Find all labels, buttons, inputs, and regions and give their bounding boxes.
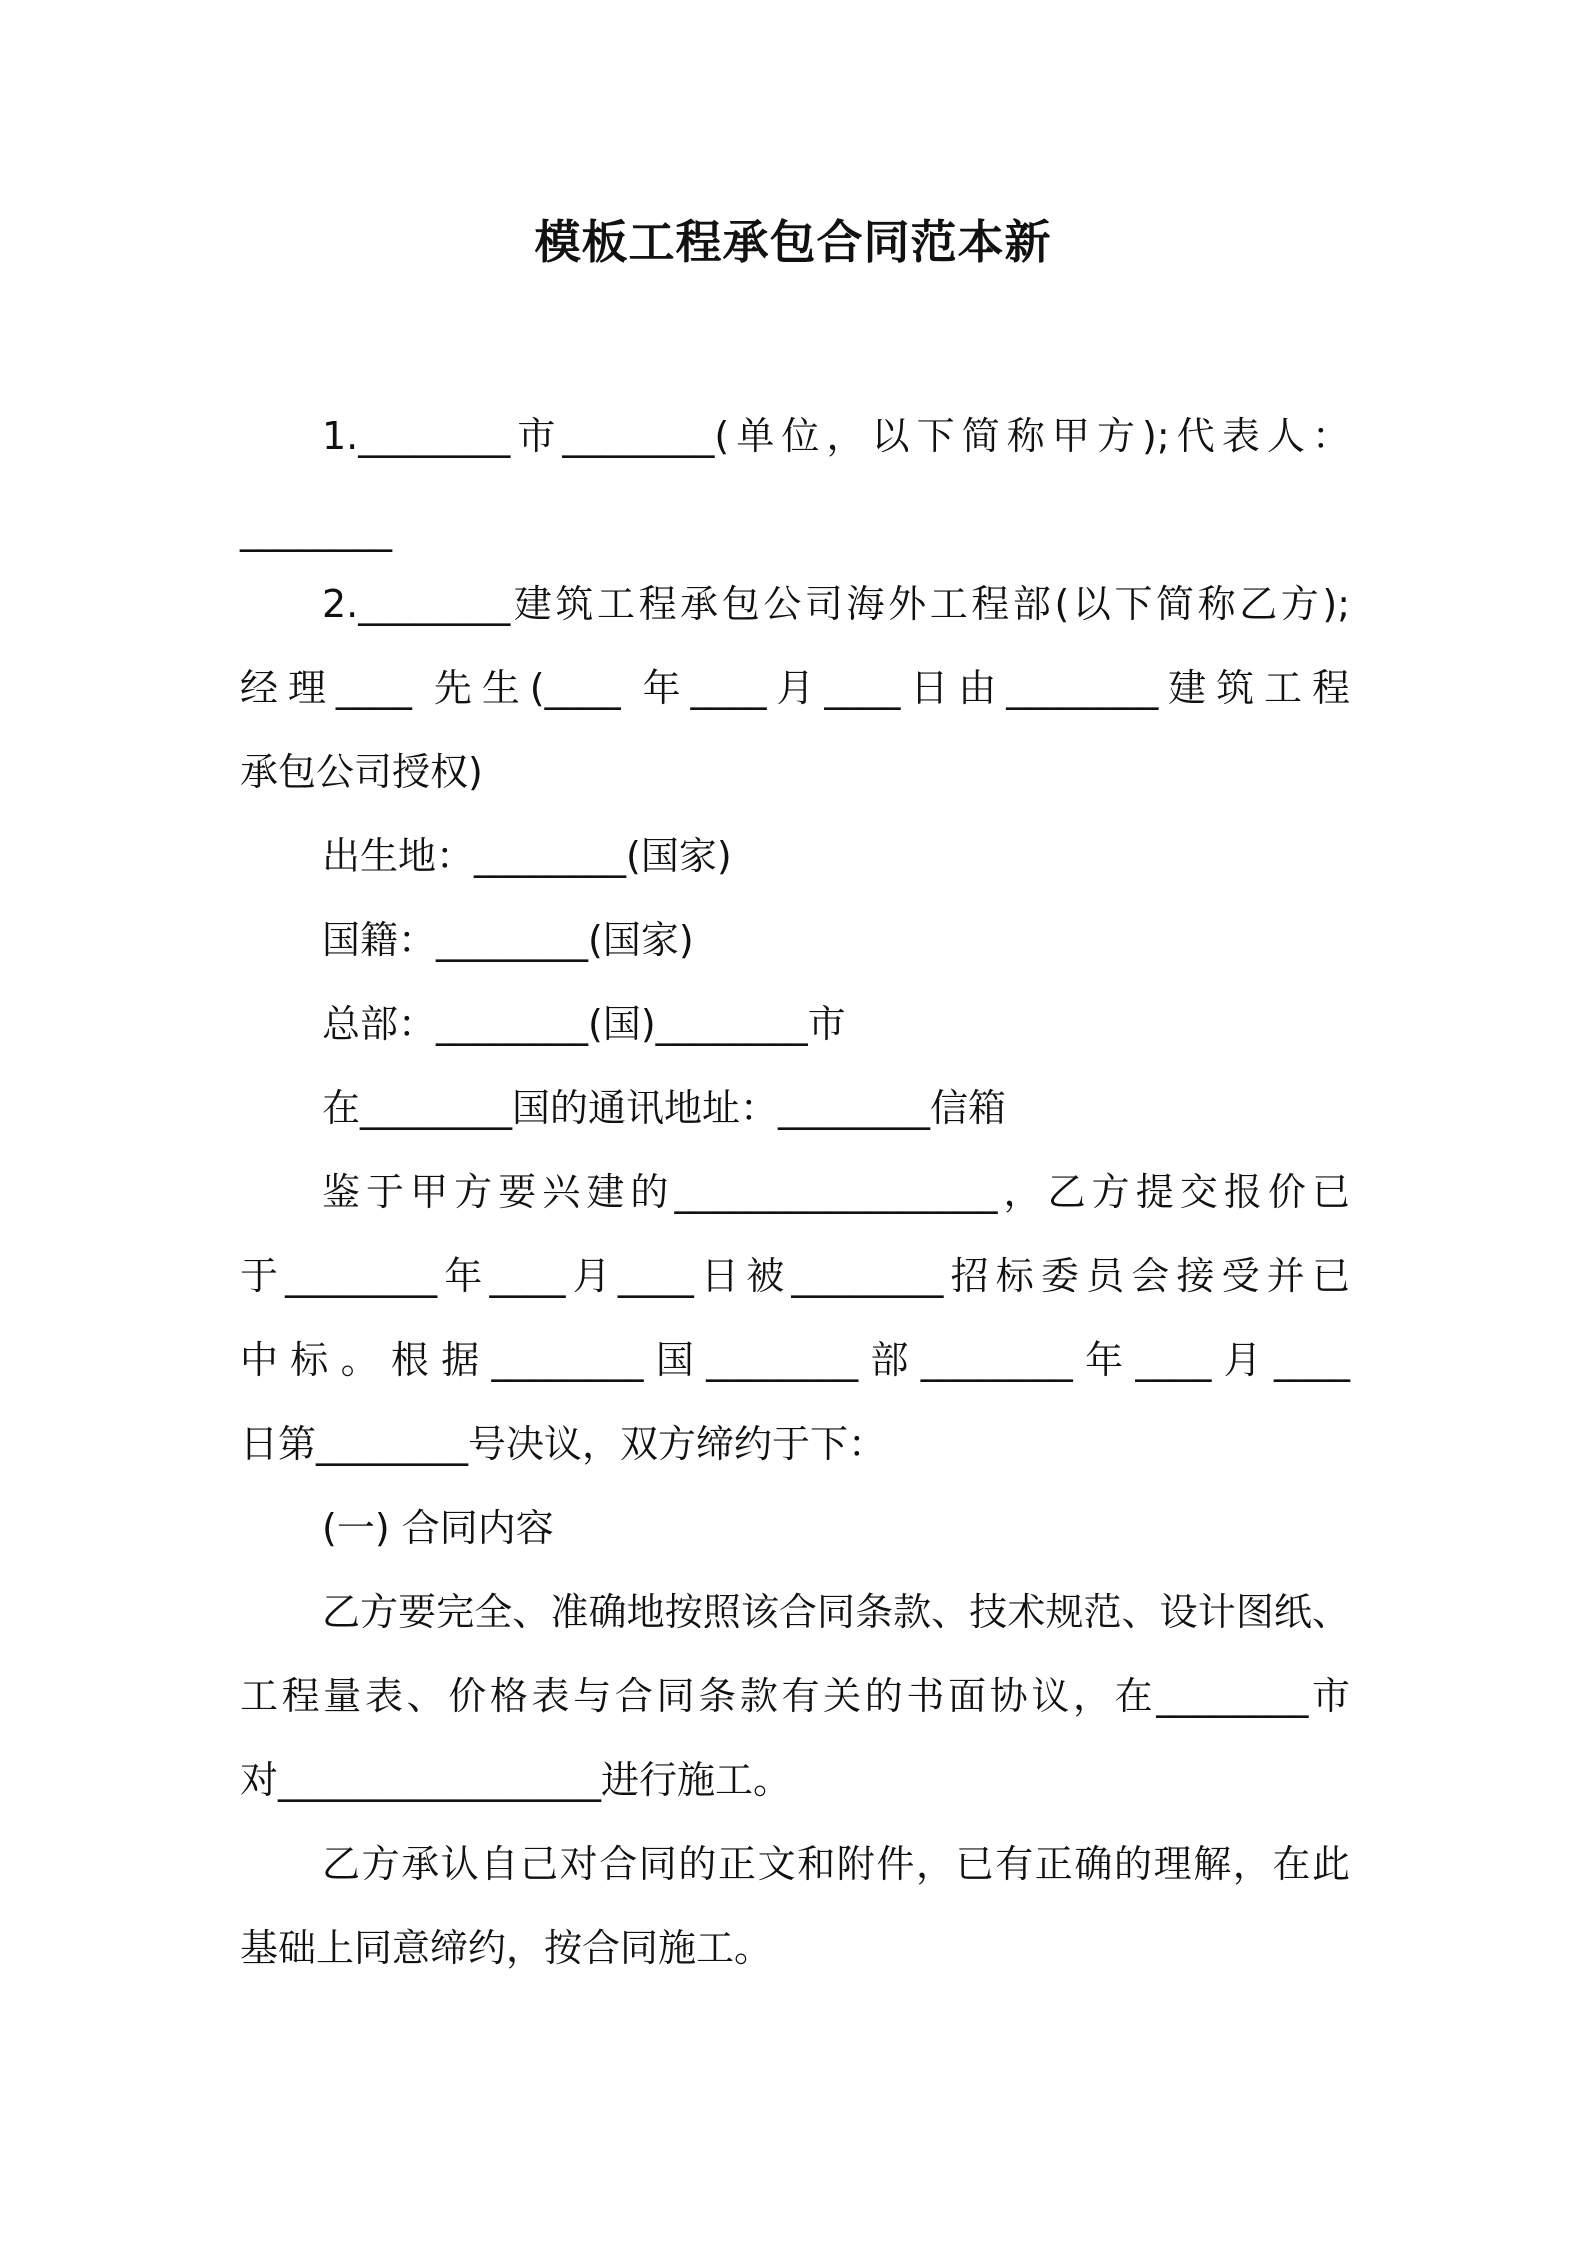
whereas-paragraph-line: 鉴于甲方要兴建的_________________，乙方提交报价已 (322, 1170, 1350, 1214)
whereas-paragraph-line: 中标。根据________国________部________年____月____ (240, 1338, 1350, 1382)
section-heading-contract-content: (一) 合同内容 (322, 1506, 554, 1550)
mailing-address-line: 在________国的通讯地址：________信箱 (322, 1086, 1007, 1130)
manager-line: 经理____ 先生(____ 年____月____日由________建筑工程 (240, 666, 1350, 710)
contract-content-paragraph-line: 对_________________进行施工。 (240, 1758, 792, 1802)
whereas-paragraph-line: 日第________号决议，双方缔约于下： (240, 1422, 887, 1466)
party-a-line: 1.________市________(单位，以下简称甲方);代表人： (322, 414, 1350, 458)
acknowledgement-paragraph-line: 乙方承认自己对合同的正文和附件，已有正确的理解，在此 (322, 1842, 1350, 1886)
whereas-paragraph-line: 于________年____月____日被________招标委员会接受并已 (240, 1254, 1350, 1298)
party-a-representative-blank: ________ (240, 508, 392, 552)
party-b-line: 2.________建筑工程承包公司海外工程部(以下简称乙方); (322, 582, 1350, 626)
contract-content-paragraph-line: 乙方要完全、准确地按照该合同条款、技术规范、设计图纸、 (322, 1590, 1350, 1634)
document-title: 模板工程承包合同范本新 (534, 215, 1052, 269)
birthplace-line: 出生地：________(国家) (322, 834, 732, 878)
contract-content-paragraph-line: 工程量表、价格表与合同条款有关的书面协议，在________市 (240, 1674, 1350, 1718)
acknowledgement-paragraph-line: 基础上同意缔约，按合同施工。 (240, 1926, 773, 1970)
headquarters-line: 总部：________(国)________市 (322, 1002, 846, 1046)
nationality-line: 国籍：________(国家) (322, 918, 694, 962)
authorization-line: 承包公司授权) (240, 750, 483, 794)
